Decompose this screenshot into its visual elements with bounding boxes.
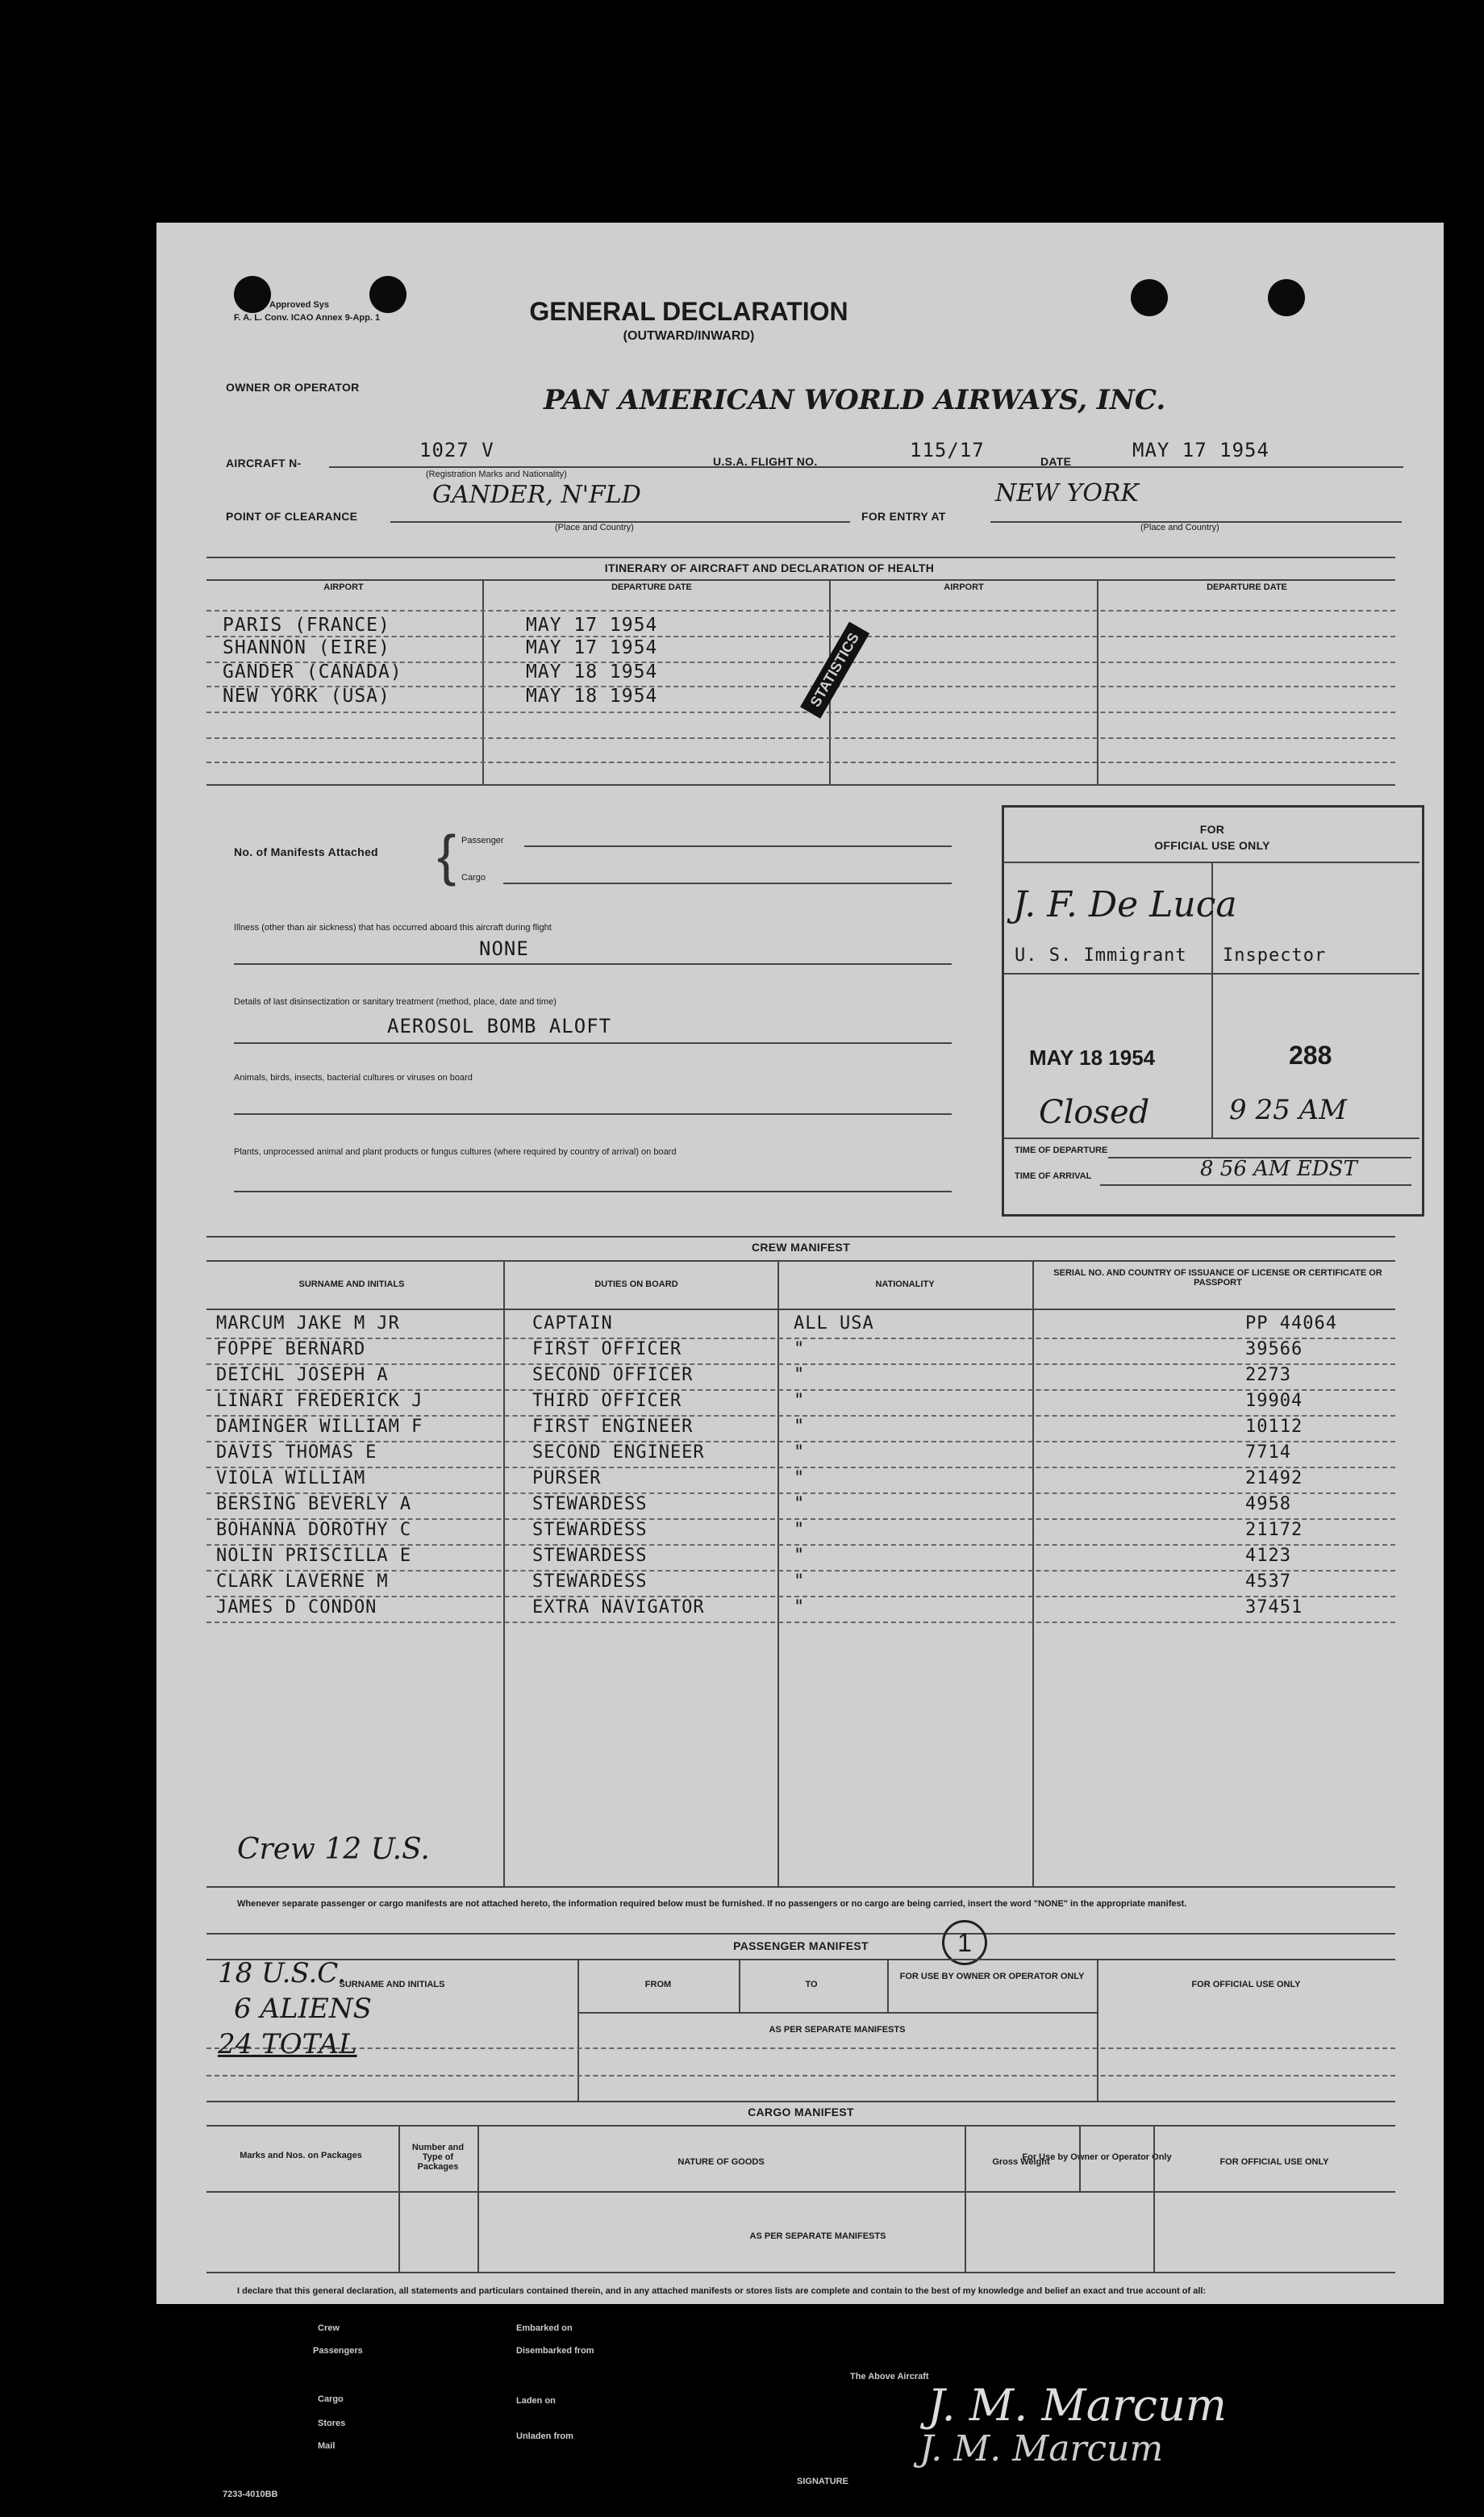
form-number: 7233-4010BB	[223, 2490, 278, 2499]
approved-line: Approved Sys	[269, 300, 329, 310]
passenger-col-to: TO	[805, 1980, 818, 1989]
cargo-title: CARGO MANIFEST	[748, 2106, 854, 2118]
place-note: (Place and Country)	[555, 523, 634, 532]
captain-signature: J. M. Marcum	[928, 2380, 1227, 2431]
disinsection-value: AEROSOL BOMB ALOFT	[387, 1015, 612, 1037]
punch-hole	[1268, 279, 1305, 316]
crew-duty: CAPTAIN	[532, 1313, 613, 1334]
manifest-cargo-label: Cargo	[461, 873, 486, 883]
crew-serial: 39566	[1245, 1339, 1303, 1359]
crew-serial: 7714	[1245, 1442, 1291, 1463]
itinerary-title: ITINERARY OF AIRCRAFT AND DECLARATION OF HEALTH	[604, 561, 935, 574]
declaration-laden-label: Laden on	[516, 2396, 556, 2406]
crew-duty: EXTRA NAVIGATOR	[532, 1597, 705, 1617]
declaration-disembarked-label: Disembarked from	[516, 2346, 594, 2356]
crew-name: BERSING BEVERLY A	[216, 1494, 412, 1514]
closed-note: Closed	[1039, 1094, 1150, 1131]
itinerary-date: MAY 17 1954	[526, 615, 658, 636]
itinerary-airport: GANDER (CANADA)	[223, 662, 402, 682]
crew-serial: 21172	[1245, 1520, 1303, 1540]
crew-nationality: "	[794, 1520, 806, 1540]
notice-text: Whenever separate passenger or cargo manifests are not attached hereto, the information required below must be furnished. If no passengers or no cargo are being carried, insert the word "NONE" in the appropriate manifest.	[237, 1899, 1187, 1909]
itinerary-date: MAY 18 1954	[526, 686, 658, 707]
crew-serial: 2273	[1245, 1365, 1291, 1385]
crew-duty: SECOND ENGINEER	[532, 1442, 705, 1463]
cargo-col-nature: NATURE OF GOODS	[677, 2157, 765, 2167]
flight-label: U.S.A. FLIGHT NO.	[713, 455, 818, 468]
manifests-label: No. of Manifests Attached	[234, 845, 378, 858]
date-label: DATE	[1040, 455, 1072, 468]
inspector-number: 288	[1289, 1041, 1332, 1070]
cargo-col-weight: Gross Weight	[992, 2157, 1050, 2167]
crew-duty: PURSER	[532, 1468, 602, 1488]
passenger-col-official: FOR OFFICIAL USE ONLY	[1191, 1980, 1301, 1989]
registration-note: (Registration Marks and Nationality)	[426, 470, 567, 479]
crew-nationality: "	[794, 1339, 806, 1359]
passenger-note: 18 U.S.C.	[218, 1957, 346, 1989]
declaration-crew-label: Crew	[318, 2323, 340, 2333]
crew-nationality: "	[794, 1468, 806, 1488]
declaration-text: I declare that this general declaration, all statements and particulars contained therein, and in any attached manifests or stores lists are complete and contain to the best of my knowledge and belief an exact and true account of all:	[237, 2286, 1207, 2296]
inspector-label: Inspector	[1223, 945, 1327, 966]
declaration-above-aircraft: The Above Aircraft	[850, 2372, 929, 2381]
itinerary-airport: SHANNON (EIRE)	[223, 637, 390, 658]
punch-hole	[369, 276, 406, 313]
page-title: GENERAL DECLARATION	[529, 297, 848, 326]
itinerary-col-date: DEPARTURE DATE	[611, 582, 692, 592]
crew-nationality: "	[794, 1442, 806, 1463]
crew-duty: STEWARDESS	[532, 1494, 648, 1514]
crew-name: BOHANNA DOROTHY C	[216, 1520, 412, 1540]
page-subtitle: (OUTWARD/INWARD)	[623, 329, 755, 343]
itinerary-col-date: DEPARTURE DATE	[1207, 582, 1287, 592]
declaration-form: Approved Sys F. A. L. Conv. ICAO Annex 9-App. 1 GENERAL DECLARATION (OUTWARD/INWARD) OWNER OR OPERATOR PAN AMERICAN WORLD AIRWAYS, INC. AIRCRAFT N- 1027 V (Registration Marks and Nationality) U.S.A. FLIGHT NO. 115/17 DATE MAY 17 1954 POINT OF CLEARANCE GANDER, N'FLD (Place and Country) FOR ENTRY AT NEW YORK (Place and Country) ITINERARY OF AIRCRAFT AND DECLARATION OF HEALTH AIRPORT DEPARTURE DATE AIRPORT DEPARTURE DATE PARIS (FRANCE) SHANNON (EIRE) GANDER (CANADA) NEW YORK (USA) MAY 17 1954 MAY 17 1954 MAY 18 1954 MAY 18 1954 STATISTICS No. of Manifests Attached { Passenger Cargo Illness (other than air sickness) that has occurred aboard this aircraft during flight NONE Details of last disinsectization or sanitary treatment (method, place, date and time) AEROSOL BOMB ALOFT Animals, birds, insects, bacterial cultures or viruses on board Plants, unprocessed animal and plant products or fungus cultures (where required by country of arrival) on board FOR OFFICIAL USE ONLY J. F. De Luca U. S. Immigrant Inspector MAY 18 1954 288 Closed 9 25 AM TIME OF DEPARTURE TIME OF ARRIVAL 8 56 AM EDST CREW MANIFEST SURNAME AND INITIALS DUTIES ON BOARD NATIONALITY SERIAL NO. AND COUNTRY OF ISSUANCE OF LICENSE OR CERTIFICATE OR PASSPORT Crew 12 U.S. Whenever separate passenger or cargo manifests are not attached hereto, the information required below must be furnished. If no passengers or no cargo are being carried, insert the word "NONE" in the appropriate manifest. PASSENGER MANIFEST 1 SURNAME AND INITIALS FROM TO FOR USE BY OWNER OR OPERATOR ONLY FOR OFFICIAL USE ONLY AS PER SEPARATE MANIFESTS 18 U.S.C. 6 ALIENS 24 TOTAL CARGO MANIFEST Marks and Nos. on Packages Number and Type of Packages NATURE OF GOODS Gross Weight For Use by Owner or Operator Only FOR OFFICIAL USE ONLY AS PER SEPARATE MANIFESTS I declare that this general declaration, all statements and particulars contained therein, and in any attached manifests or stores lists are complete and contain to the best of my knowledge and belief an exact and true account of all: MARCUM JAKE M JR CAPTAIN ALL USA PP 44064 FOPPE BERNARD FIRST OFFICER " 39566 DEICHL JOSEPH A SECOND OFFICER " 2273 LINARI FREDERICK J THIRD OFFICER " 19904 DAMINGER WILLIAM F FIRST ENGINEER " 10112 DAVIS THOMAS E SECOND ENGINEER " 7714 VIOLA WILLIAM PURSER " 21492 BERSING BEVERLY A STEWARDESS " 4958 BOHANNA DOROTHY C STEWARDESS " 21172 NOLIN PRISCILLA E STEWARDESS " 4123 CLARK LAVERNE M STEWARDESS " 4537 JAMES D CONDON EXTRA NAVIGATOR " 37451	[156, 223, 1444, 2304]
owner-label: OWNER OR OPERATOR	[226, 381, 360, 394]
crew-serial: 4123	[1245, 1546, 1291, 1566]
itinerary-col-airport: AIRPORT	[944, 582, 984, 592]
approved-line: F. A. L. Conv. ICAO Annex 9-App. 1	[234, 313, 381, 323]
crew-serial: PP 44064	[1245, 1313, 1337, 1334]
crew-nationality: ALL USA	[794, 1313, 874, 1334]
aircraft-label: AIRCRAFT N-	[226, 457, 302, 470]
declaration-mail-label: Mail	[318, 2441, 336, 2451]
crew-serial: 10112	[1245, 1417, 1303, 1437]
cargo-separate: AS PER SEPARATE MANIFESTS	[749, 2231, 886, 2241]
crew-name: FOPPE BERNARD	[216, 1339, 366, 1359]
entry-value: NEW YORK	[995, 479, 1139, 507]
illness-label: Illness (other than air sickness) that has occurred aboard this aircraft during flight	[234, 923, 552, 933]
clearance-label: POINT OF CLEARANCE	[226, 510, 358, 523]
declaration-passengers-label: Passengers	[313, 2346, 363, 2356]
itinerary-col-airport: AIRPORT	[323, 582, 364, 592]
entry-label: FOR ENTRY AT	[861, 510, 946, 523]
crew-name: MARCUM JAKE M JR	[216, 1313, 400, 1334]
passenger-col-name: SURNAME AND INITIALS	[339, 1980, 445, 1989]
declaration-embarked-label: Embarked on	[516, 2323, 573, 2333]
crew-col-nationality: NATIONALITY	[875, 1279, 935, 1289]
departure-label: TIME OF DEPARTURE	[1015, 1146, 1108, 1155]
itinerary-date: MAY 18 1954	[526, 662, 658, 682]
crew-duty: FIRST OFFICER	[532, 1339, 682, 1359]
passenger-col-owner: FOR USE BY OWNER OR OPERATOR ONLY	[899, 1972, 1085, 1981]
crew-nationality: "	[794, 1417, 806, 1437]
captain-signature: J. M. Marcum	[919, 2428, 1164, 2469]
crew-duty: FIRST ENGINEER	[532, 1417, 694, 1437]
crew-serial: 21492	[1245, 1468, 1303, 1488]
crew-name: VIOLA WILLIAM	[216, 1468, 366, 1488]
declaration-stores-label: Stores	[318, 2419, 346, 2428]
crew-nationality: "	[794, 1572, 806, 1592]
crew-serial: 4958	[1245, 1494, 1291, 1514]
crew-col-name: SURNAME AND INITIALS	[298, 1279, 405, 1289]
signature-label: SIGNATURE	[797, 2477, 848, 2486]
arrival-label: TIME OF ARRIVAL	[1015, 1171, 1092, 1181]
disinsection-label: Details of last disinsectization or sanitary treatment (method, place, date and time)	[234, 997, 556, 1007]
owner-value: PAN AMERICAN WORLD AIRWAYS, INC.	[544, 384, 1166, 416]
crew-nationality: "	[794, 1494, 806, 1514]
illness-value: NONE	[479, 937, 529, 960]
flight-value: 115/17	[910, 439, 985, 461]
crew-col-duties: DUTIES ON BOARD	[594, 1279, 678, 1289]
passenger-col-from: FROM	[644, 1980, 672, 1989]
crew-total-note: Crew 12 U.S.	[237, 1833, 430, 1866]
punch-hole	[234, 276, 271, 313]
crew-duty: SECOND OFFICER	[532, 1365, 694, 1385]
manifest-passenger-label: Passenger	[461, 836, 504, 845]
crew-name: DAVIS THOMAS E	[216, 1442, 377, 1463]
arrival-value: 8 56 AM EDST	[1200, 1157, 1357, 1181]
crew-duty: STEWARDESS	[532, 1546, 648, 1566]
passenger-note: 6 ALIENS	[234, 1993, 372, 2025]
official-title: OFFICIAL USE ONLY	[1154, 839, 1270, 852]
animals-label: Animals, birds, insects, bacterial cultures or viruses on board	[234, 1073, 473, 1083]
cargo-col-number: Number and Type of Packages	[411, 2143, 465, 2172]
crew-nationality: "	[794, 1391, 806, 1411]
crew-serial: 4537	[1245, 1572, 1291, 1592]
crew-col-serial: SERIAL NO. AND COUNTRY OF ISSUANCE OF LICENSE OR CERTIFICATE OR PASSPORT	[1053, 1268, 1382, 1288]
declaration-unladen-label: Unladen from	[516, 2431, 573, 2441]
passenger-separate: AS PER SEPARATE MANIFESTS	[769, 2025, 906, 2035]
official-title: FOR	[1199, 823, 1225, 836]
itinerary-airport: PARIS (FRANCE)	[223, 615, 390, 636]
clearance-value: GANDER, N'FLD	[432, 481, 641, 509]
crew-name: NOLIN PRISCILLA E	[216, 1546, 412, 1566]
crew-nationality: "	[794, 1597, 806, 1617]
crew-title: CREW MANIFEST	[751, 1241, 851, 1254]
passenger-title: PASSENGER MANIFEST	[733, 1939, 869, 1952]
itinerary-date: MAY 17 1954	[526, 637, 658, 658]
passenger-circle: 1	[942, 1920, 987, 1965]
immigrant-label: U. S. Immigrant	[1015, 945, 1187, 966]
crew-serial: 37451	[1245, 1597, 1303, 1617]
stamp-date: MAY 18 1954	[1029, 1046, 1156, 1070]
crew-name: DAMINGER WILLIAM F	[216, 1417, 423, 1437]
plants-label: Plants, unprocessed animal and plant products or fungus cultures (where required by country of arrival) on board	[234, 1147, 677, 1157]
cargo-col-owner: For Use by Owner or Operator Only	[1022, 2152, 1172, 2162]
date-value: MAY 17 1954	[1132, 439, 1269, 461]
declaration-cargo-label: Cargo	[318, 2394, 344, 2404]
crew-duty: STEWARDESS	[532, 1572, 648, 1592]
cargo-col-official: FOR OFFICIAL USE ONLY	[1219, 2157, 1329, 2167]
statistics-stamp: STATISTICS	[800, 621, 869, 718]
crew-name: DEICHL JOSEPH A	[216, 1365, 389, 1385]
itinerary-airport: NEW YORK (USA)	[223, 686, 390, 707]
crew-name: LINARI FREDERICK J	[216, 1391, 423, 1411]
crew-duty: STEWARDESS	[532, 1520, 648, 1540]
passenger-note: 24 TOTAL	[218, 2028, 357, 2060]
closed-time: 9 25 AM	[1229, 1094, 1347, 1126]
crew-nationality: "	[794, 1546, 806, 1566]
punch-hole	[1131, 279, 1168, 316]
inspector-signature: J. F. De Luca	[1013, 884, 1237, 925]
crew-duty: THIRD OFFICER	[532, 1391, 682, 1411]
crew-name: JAMES D CONDON	[216, 1597, 377, 1617]
entry-note: (Place and Country)	[1140, 523, 1219, 532]
crew-nationality: "	[794, 1365, 806, 1385]
crew-name: CLARK LAVERNE M	[216, 1572, 389, 1592]
aircraft-value: 1027 V	[419, 439, 494, 461]
crew-serial: 19904	[1245, 1391, 1303, 1411]
cargo-col-marks: Marks and Nos. on Packages	[240, 2151, 362, 2160]
